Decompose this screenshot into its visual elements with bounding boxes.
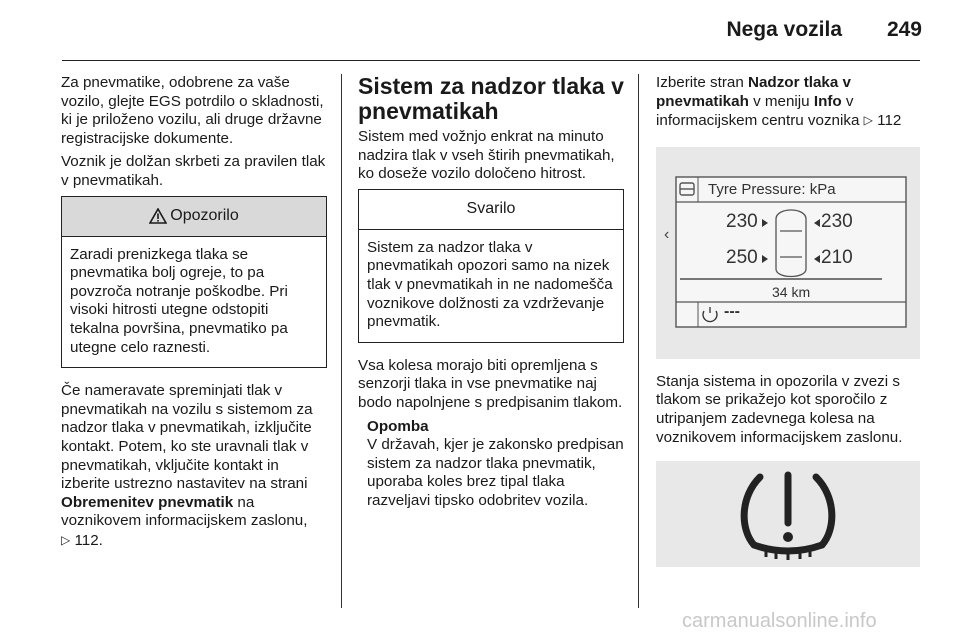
page-name: Nadzor tlaka v pnevmatikah xyxy=(656,74,851,110)
menu-name: Info xyxy=(813,92,842,110)
warning-triangle-icon xyxy=(149,208,167,224)
note xyxy=(358,418,624,511)
distance-readout: 34 km xyxy=(772,283,811,300)
paragraph-status-messages: Stanja sistema in opozorila v zvezi s tlakom se prikažejo kot sporočilo z utripanjem zadevnega kolesa na voznikovem informacijskem zaslonu. xyxy=(656,372,903,446)
front-left-pressure: 230 xyxy=(726,210,758,232)
back-chevron-icon: ‹ xyxy=(664,225,670,243)
tyre-pressure-warning-image xyxy=(656,461,920,567)
paragraph-approved-tyres: Za pnevmatike, odobrene za vaše vozilo, glejte EGS potrdilo o skladnosti, ki je priloženo vozilu, ali druge državne registracijske dokumente. xyxy=(61,74,324,147)
caution-text: Sistem za nadzor tlaka v pnevmatikah opozori samo na nizek tlak v pnevmatikah in ne nadomešča voznikove dolžnosti za vzdrževanje pnevmatik. xyxy=(367,238,613,331)
warning-text: Zaradi prenizkega tlaka se pnevmatika bolj ogreje, to pa povzroča notranje poškodbe. Pri visoki hitrosti utegne odstopiti tekalna površina, pnevmatiko pa utegne celo raznesti. xyxy=(70,245,288,356)
watermark: carmanualsonline.info xyxy=(682,610,877,632)
column-middle xyxy=(358,74,624,511)
page-ref-arrow-icon: ▷ xyxy=(863,113,873,128)
page-header xyxy=(0,0,960,62)
warning-box xyxy=(61,196,327,369)
caution-box xyxy=(358,189,624,343)
note-text: V državah, kjer je zakonsko predpisan sistem za nadzor tlaka pnevmatik, uporaba koles brez tipal tlaka razveljavi tipsko odobritev vozila. xyxy=(367,436,624,509)
paragraph-select-page: Izberite stran Nadzor tlaka v pnevmatikah v meniju Info v informacijskem centru voznika ▷ 112 xyxy=(656,74,902,130)
column-divider xyxy=(341,74,342,608)
paragraph-driver-responsibility: Voznik je dolžan skrbeti za pravilen tlak v pnevmatikah. xyxy=(61,153,326,189)
column-divider xyxy=(638,74,639,608)
rear-left-pressure: 250 xyxy=(726,246,758,268)
column-left xyxy=(61,74,327,555)
header-rule xyxy=(62,60,920,61)
note-label: Opomba xyxy=(367,417,429,435)
paragraph-system-description: Sistem med vožnjo enkrat na minuto nadzira tlak v vseh štirih pnevmatikah, ko doseže vozilo določeno hitrost. xyxy=(358,128,615,183)
column-right xyxy=(656,74,922,567)
warning-label: Opozorilo xyxy=(170,206,239,224)
page-number: 249 xyxy=(886,18,922,41)
setting-name: Obremenitev pnevmatik xyxy=(61,493,234,511)
page-ref-link[interactable]: 112 xyxy=(877,112,902,130)
status-readout: --- xyxy=(724,302,740,320)
page-title: Nega vozila xyxy=(726,18,842,41)
display-title: Tyre Pressure: kPa xyxy=(708,180,836,198)
caution-header: Svarilo xyxy=(359,190,623,230)
section-title: Sistem za nadzor tlaka v pnevmatikah xyxy=(358,73,624,124)
warning-header xyxy=(62,197,326,237)
paragraph-adjust-pressure: Če nameravate spreminjati tlak v pnevmatikah na vozilu s sistemom za nadzor tlaka v pnevmatikah, izključite kontakt. Potem, ko ste uravnali tlak v pnevmatikah, vključite kontakt in izberite ustrezno nastavitev na strani Obremenitev pnevmatik na voznikovem informacijskem zaslonu, ▷ 112. xyxy=(61,382,313,549)
rear-right-pressure: 210 xyxy=(821,246,853,268)
front-right-pressure: 230 xyxy=(821,210,853,232)
paragraph-sensors: Vsa kolesa morajo biti opremljena s senzorji tlaka in vse pnevmatike naj bodo napolnjene s predpisanim tlakom. xyxy=(358,356,623,411)
tyre-pressure-display-image xyxy=(656,147,920,359)
page-ref-arrow-icon: ▷ xyxy=(61,532,71,547)
page-ref-link[interactable]: 112. xyxy=(74,531,103,549)
